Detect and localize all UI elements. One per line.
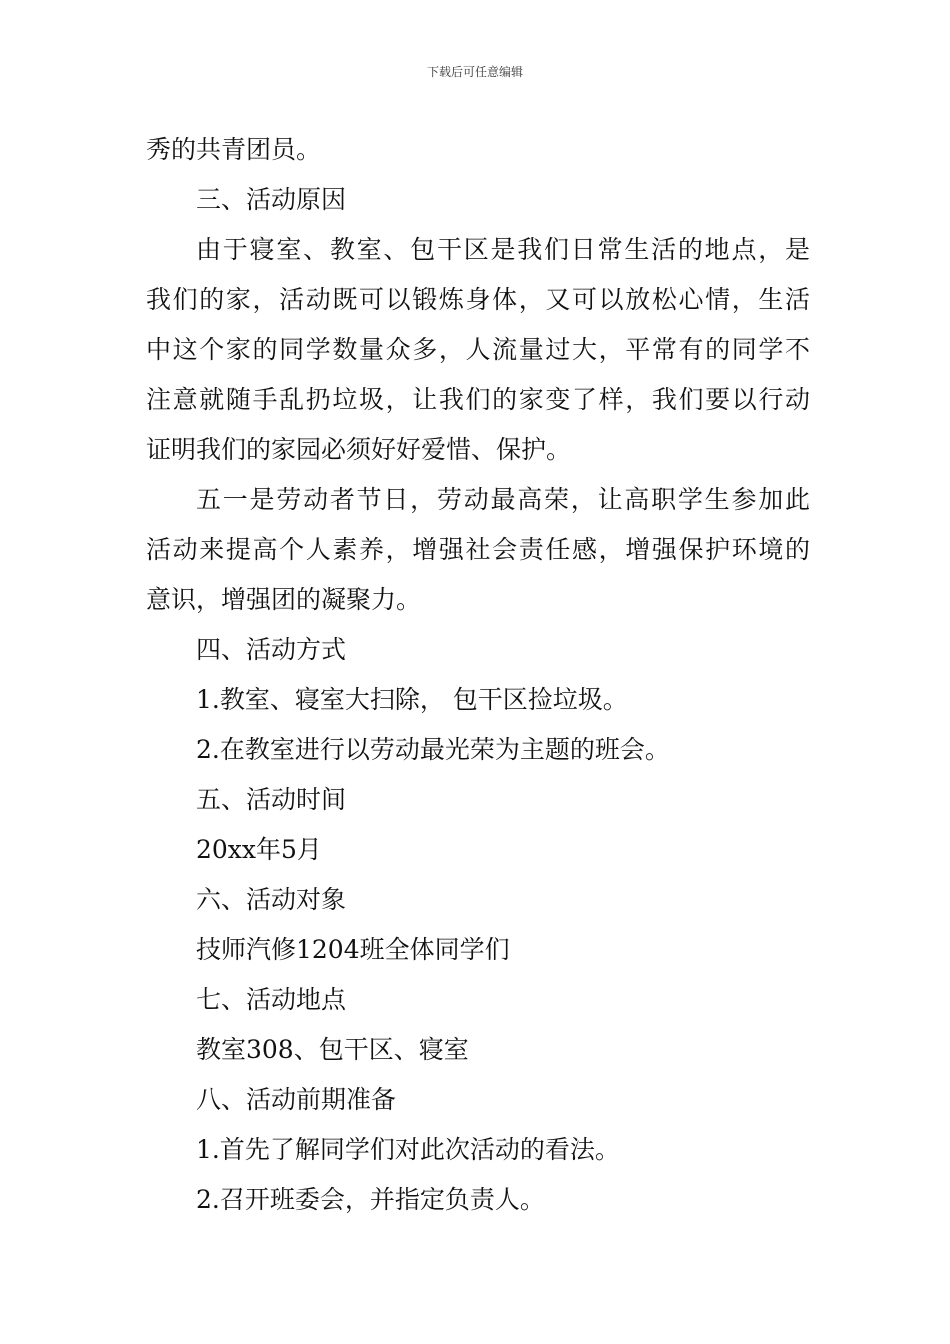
paragraph-line: 中这个家的同学数量众多，人流量过大，平常有的同学不 [146,335,810,364]
section-heading: 四、活动方式 [196,635,347,664]
section-heading: 五、活动时间 [196,785,347,814]
list-item: 2.召开班委会，并指定负责人。 [196,1185,545,1214]
list-item: 1.教室、寝室大扫除， 包干区捡垃圾。 [196,685,628,714]
paragraph-line: 证明我们的家园必须好好爱惜、保护。 [146,435,572,464]
paragraph-line: 20xx年5月 [196,835,322,864]
paragraph-line: 教室308、包干区、寝室 [196,1035,469,1064]
paragraph-line: 由于寝室、教室、包干区是我们日常生活的地点，是 [196,235,810,264]
paragraph-line: 注意就随手乱扔垃圾，让我们的家变了样，我们要以行动 [146,385,810,414]
paragraph-line: 我们的家，活动既可以锻炼身体，又可以放松心情，生活 [146,285,810,314]
page-header-note: 下载后可任意编辑 [426,65,523,79]
section-heading: 七、活动地点 [196,985,347,1014]
paragraph-line: 秀的共青团员。 [146,135,322,164]
section-heading: 八、活动前期准备 [196,1085,397,1114]
paragraph-line: 意识，增强团的凝聚力。 [146,585,422,614]
paragraph-line: 活动来提高个人素养，增强社会责任感，增强保护环境的 [146,535,810,564]
section-heading: 三、活动原因 [196,185,347,214]
document-body [146,125,810,1225]
list-item: 1.首先了解同学们对此次活动的看法。 [196,1135,620,1164]
section-heading: 六、活动对象 [196,885,347,914]
list-item: 2.在教室进行以劳动最光荣为主题的班会。 [196,735,670,764]
paragraph-line: 五一是劳动者节日，劳动最高荣，让高职学生参加此 [196,485,810,514]
paragraph-line: 技师汽修1204班全体同学们 [196,935,510,964]
